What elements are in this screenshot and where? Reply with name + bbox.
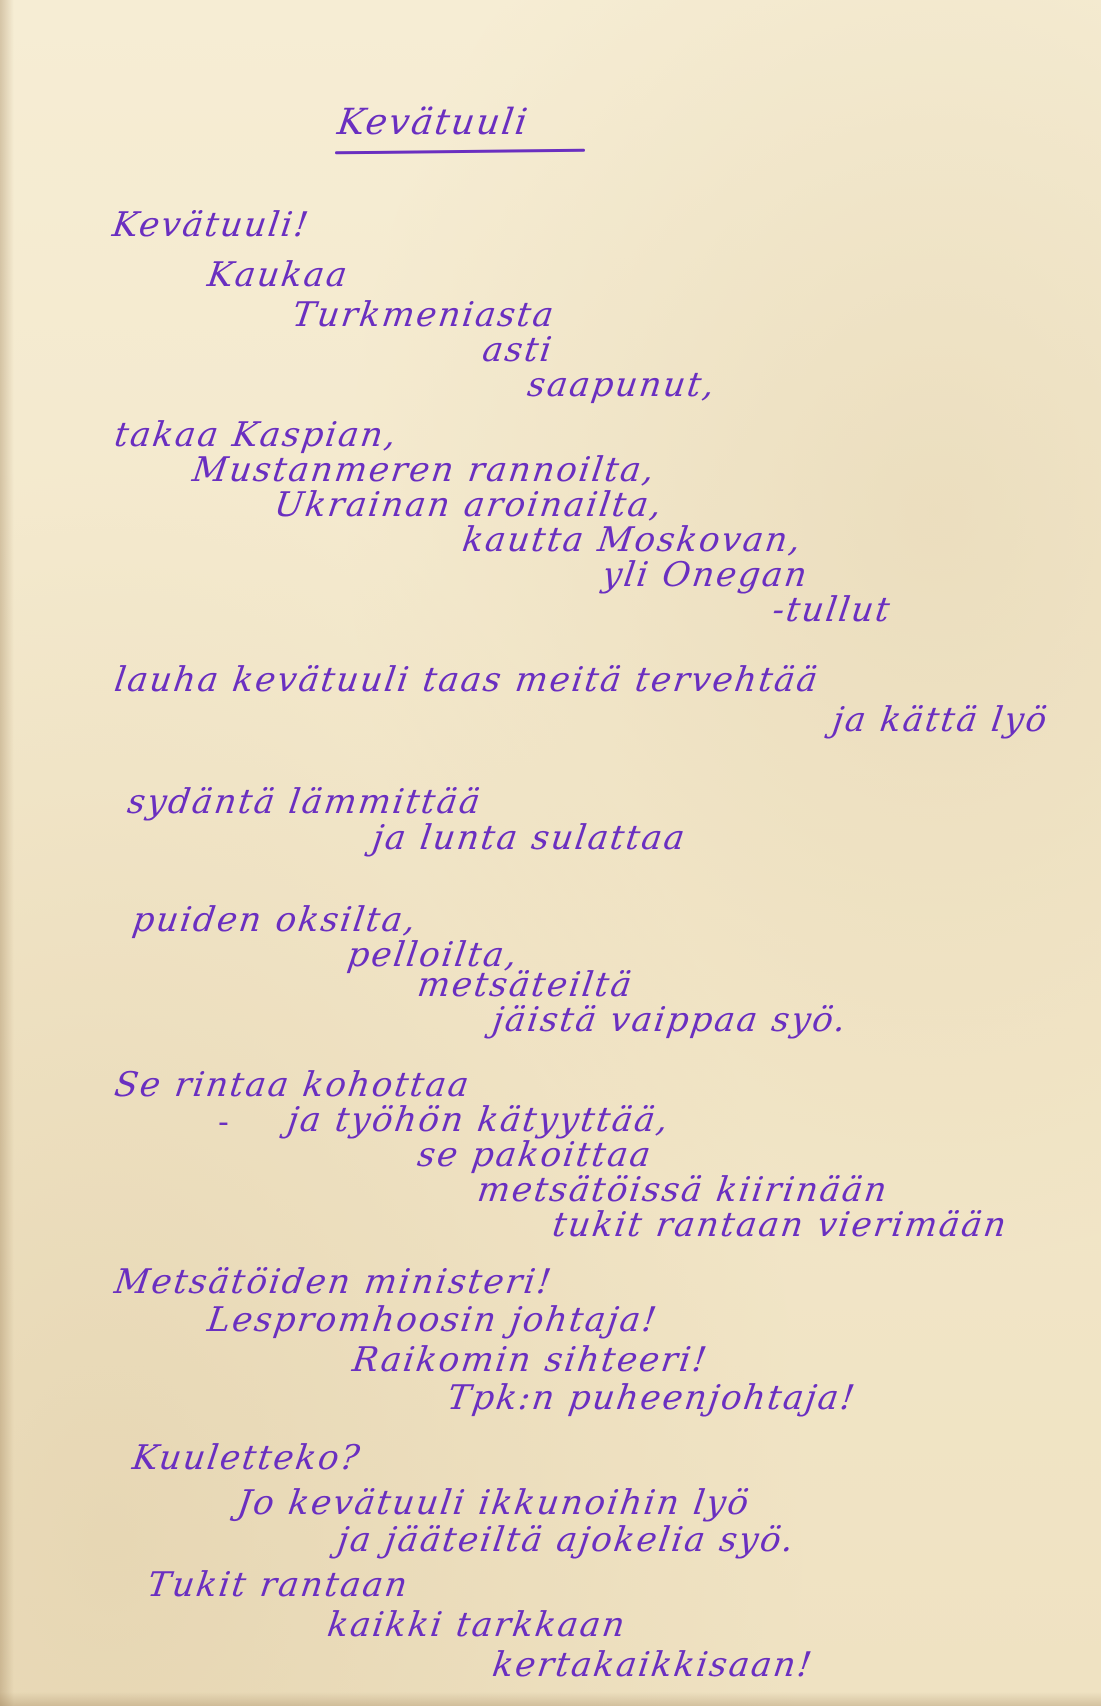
poem-line: Lespromhoosin johtaja!	[205, 1300, 661, 1340]
poem-line: sydäntä lämmittää	[125, 782, 485, 822]
poem-line: saapunut,	[525, 365, 719, 405]
poem-line: tukit rantaan vierimään	[550, 1205, 1011, 1245]
poem-line: metsätöissä kiirinään	[475, 1170, 892, 1210]
poem-line: Raikomin sihteeri!	[350, 1340, 711, 1380]
poem-line: ja jääteiltä ajokelia syö.	[335, 1520, 798, 1560]
poem-line: jäistä vaippaa syö.	[490, 1000, 851, 1040]
poem-line: kaikki tarkkaan	[325, 1605, 630, 1645]
paper-edge-shadow	[0, 0, 14, 1706]
poem-line: Kuuletteko?	[130, 1438, 364, 1478]
poem-line: pelloilta,	[345, 935, 522, 975]
poem-line: kertakaikkisaan!	[490, 1645, 816, 1685]
poem-line: kautta Moskovan,	[460, 520, 805, 560]
poem-line: asti	[480, 330, 556, 370]
poem-line: Tpk:n puheenjohtaja!	[445, 1378, 859, 1418]
poem-line: Kevätuuli!	[110, 205, 313, 245]
poem-line: takaa Kaspian,	[112, 415, 401, 455]
poem-line: ja työhön kätyyttää,	[285, 1100, 673, 1140]
poem-line: ja lunta sulattaa	[370, 818, 690, 858]
poem-line: yli Onegan	[600, 555, 812, 595]
poem-line: Turkmeniasta	[290, 295, 558, 335]
poem-line: ja kättä lyö	[830, 700, 1052, 740]
poem-line: Mustanmeren rannoilta,	[190, 450, 659, 490]
poem-line: Ukrainan aroinailta,	[272, 485, 666, 525]
paper-edge-shadow	[0, 1692, 1101, 1706]
title-underline	[335, 149, 585, 155]
poem-line: metsäteiltä	[415, 965, 636, 1005]
poem-line: lauha kevätuuli taas meitä tervehtää	[112, 660, 822, 700]
poem-line: -tullut	[770, 590, 894, 630]
poem-line: Tukit rantaan	[145, 1565, 412, 1605]
margin-dash: -	[218, 1105, 229, 1140]
poem-line: Jo kevätuuli ikkunoihin lyö	[235, 1483, 753, 1523]
poem-title: Kevätuuli	[335, 102, 532, 143]
poem-line: Kaukaa	[205, 255, 352, 295]
poem-line: se pakoittaa	[415, 1135, 655, 1175]
poem-line: puiden oksilta,	[130, 900, 420, 940]
poem-line: Se rintaa kohottaa	[112, 1065, 474, 1105]
poem-line: Metsätöiden ministeri!	[112, 1262, 556, 1302]
